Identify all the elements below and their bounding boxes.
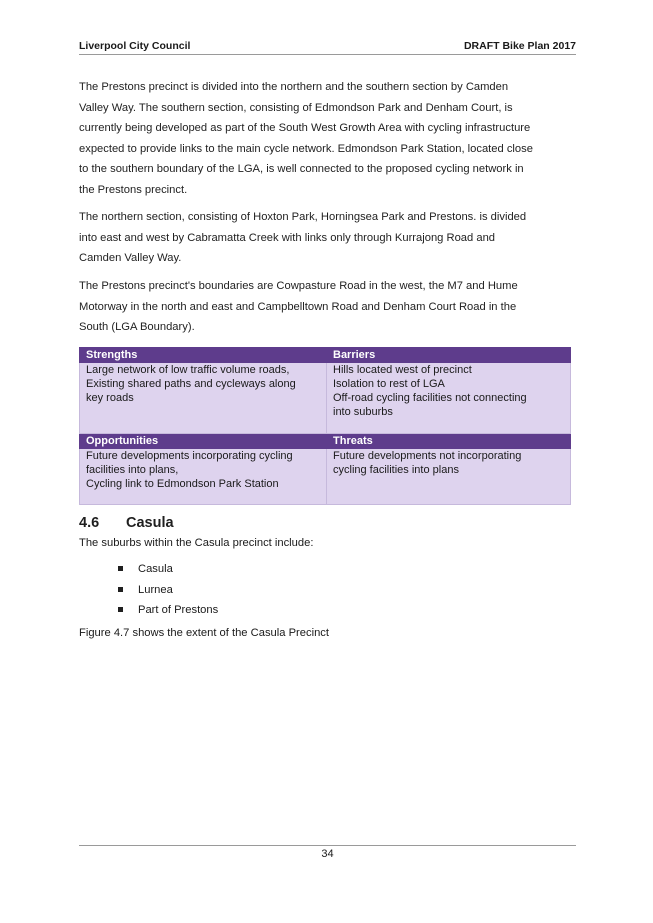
paragraph-line: Camden Valley Way. <box>79 252 182 265</box>
strengths-heading: Strengths <box>80 348 327 363</box>
page-footer <box>79 845 576 860</box>
section-title: Casula <box>126 515 174 531</box>
barrier-item: Isolation to rest of LGA <box>333 378 445 390</box>
swot-table <box>79 347 571 505</box>
opportunity-item: Cycling link to Edmondson Park Station <box>86 478 279 490</box>
section-intro: The suburbs within the Casula precinct include: <box>79 537 314 549</box>
paragraph-boundaries <box>79 276 576 338</box>
opportunities-heading: Opportunities <box>80 434 327 449</box>
figure-reference: Figure 4.7 shows the extent of the Casula Precinct <box>79 627 329 639</box>
paragraph-line: expected to provide links to the main cycle network. Edmondson Park Station, located close <box>79 142 533 155</box>
threats-heading: Threats <box>327 434 571 449</box>
paragraph-line: The Prestons precinct's boundaries are Cowpasture Road in the west, the M7 and Hume <box>79 280 518 292</box>
paragraph-line: into east and west by Cabramatta Creek with links only through Kurrajong Road and <box>79 231 496 244</box>
page-header <box>79 40 576 55</box>
threat-item: Future developments not incorporating <box>333 450 522 462</box>
list-item <box>118 561 218 582</box>
paragraph-line: The northern section, consisting of Hoxton Park, Horningsea Park and Prestons. is divided <box>79 211 527 223</box>
threats-cell <box>327 449 571 505</box>
suburb-name: Lurnea <box>138 583 173 596</box>
list-item <box>118 582 218 603</box>
paragraph-line: The Prestons precinct is divided into the northern and the southern section by Camden <box>79 81 509 93</box>
bullet-icon <box>118 566 123 571</box>
list-item <box>118 602 218 623</box>
suburb-name: Casula <box>138 563 173 575</box>
paragraph-line: Valley Way. The southern section, consisting of Edmondson Park and Denham Court, is <box>79 101 513 114</box>
threat-item: cycling facilities into plans <box>333 464 459 476</box>
bullet-icon <box>118 607 123 612</box>
paragraph-line: the Prestons precinct. <box>79 183 188 196</box>
paragraph-line: South (LGA Boundary). <box>79 321 195 334</box>
strength-item: Large network of low traffic volume roads, <box>86 364 290 376</box>
barriers-cell <box>327 363 571 434</box>
header-document-title: DRAFT Bike Plan 2017 <box>463 40 576 52</box>
strength-item: key roads <box>86 392 134 404</box>
suburb-list <box>118 561 218 623</box>
barrier-item: Off-road cycling facilities not connecting <box>333 392 527 404</box>
paragraph-line: currently being developed as part of the South West Growth Area with cycling infrastructure <box>79 122 531 135</box>
paragraph-precinct-division <box>79 77 576 201</box>
suburb-name: Part of Prestons <box>138 604 219 617</box>
opportunities-cell <box>80 449 327 505</box>
barriers-heading: Barriers <box>327 348 571 363</box>
section-number: 4.6 <box>79 515 100 531</box>
paragraph-northern-section <box>79 207 576 269</box>
strengths-cell <box>80 363 327 434</box>
paragraph-line: to the southern boundary of the LGA, is well connected to the proposed cycling network in <box>79 163 524 176</box>
section-heading <box>79 515 174 531</box>
paragraph-line: Motorway in the north and east and Campbelltown Road and Denham Court Road in the <box>79 300 517 313</box>
bullet-icon <box>118 587 123 592</box>
opportunity-item: facilities into plans, <box>86 464 179 476</box>
barrier-item: Hills located west of precinct <box>333 364 472 376</box>
header-organisation: Liverpool City Council <box>79 40 191 52</box>
strength-item: Existing shared paths and cycleways along <box>86 378 296 390</box>
barrier-item: into suburbs <box>333 406 393 418</box>
page-number: 34 <box>321 848 334 860</box>
opportunity-item: Future developments incorporating cycling <box>86 450 293 462</box>
